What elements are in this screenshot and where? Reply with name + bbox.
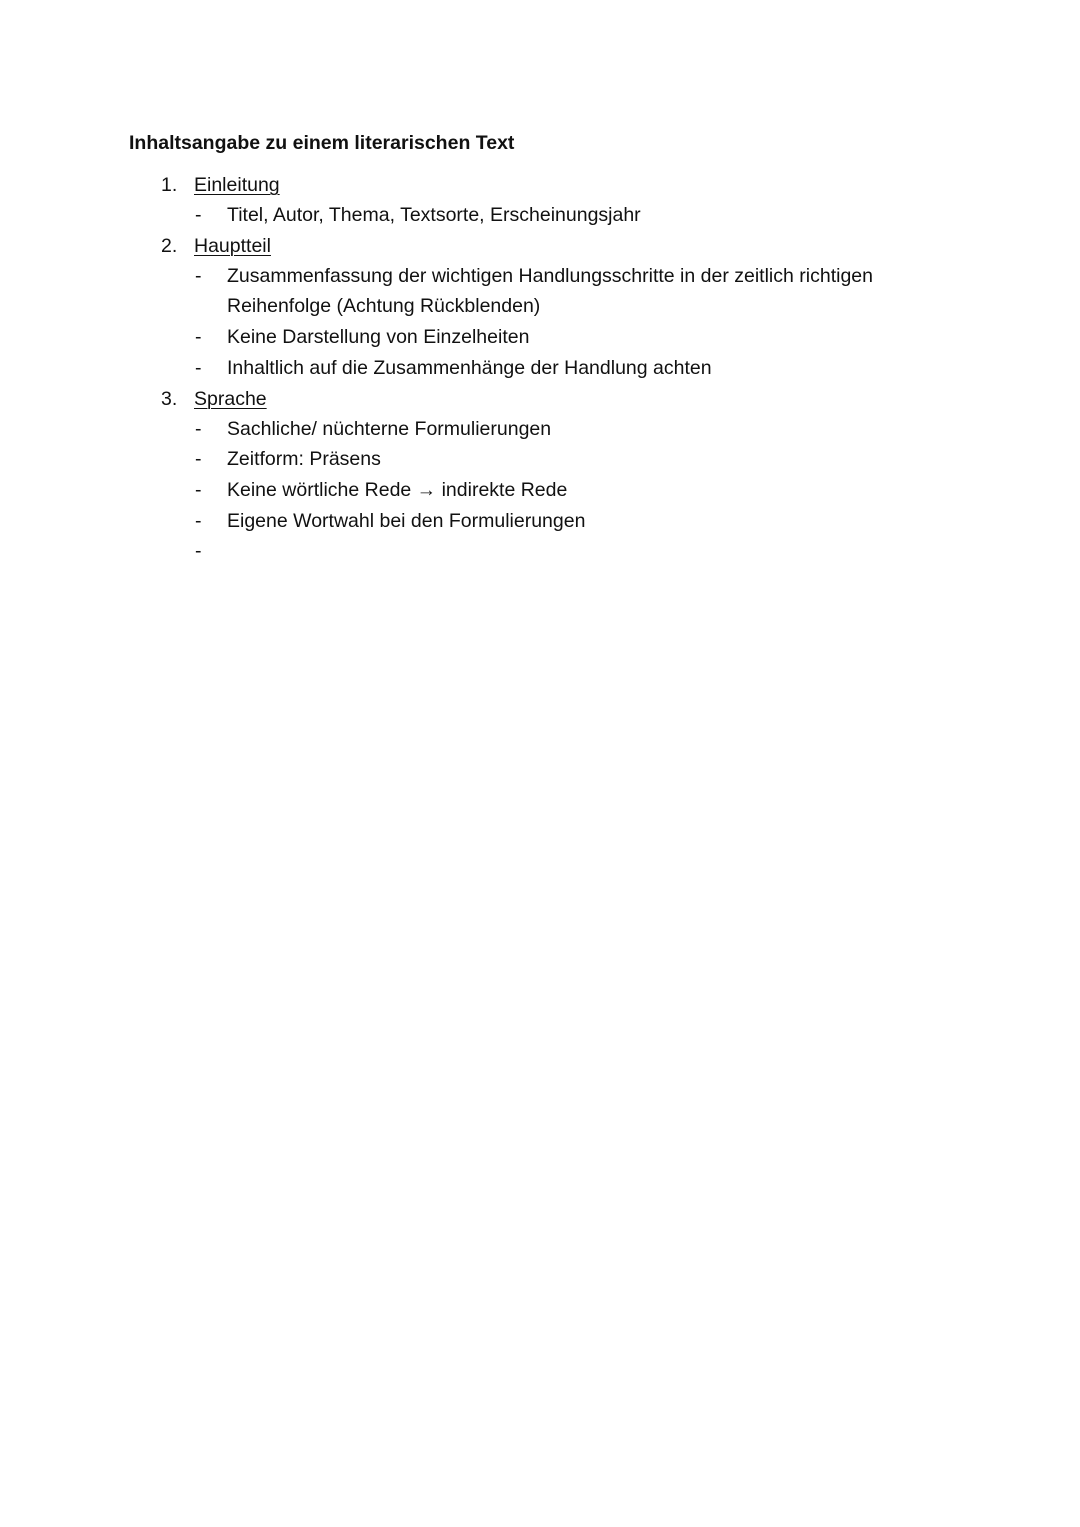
bullet-text: Titel, Autor, Thema, Textsorte, Erscheinungsjahr	[227, 204, 641, 226]
bullet-dash: -	[195, 265, 202, 287]
bullet-text: Zusammenfassung der wichtigen Handlungsschritte in der zeitlich richtigen Reihenfolge (Achtung Rückblenden)	[227, 265, 873, 317]
bullet-dash: -	[195, 418, 202, 440]
bullet-text: Inhaltlich auf die Zusammenhänge der Handlung achten	[227, 357, 712, 379]
section-label: Hauptteil	[194, 235, 271, 257]
bullet-text: Zeitform: Präsens	[227, 448, 381, 470]
bullet-dash: -	[195, 326, 202, 348]
bullet-text: Keine wörtliche Rede → indirekte Rede	[227, 479, 568, 501]
section-label: Einleitung	[194, 174, 280, 196]
section-number: 3.	[161, 388, 178, 410]
bullet-text: Sachliche/ nüchterne Formulierungen	[227, 418, 552, 440]
bullet-dash: -	[195, 448, 202, 470]
bullet-dash: -	[195, 204, 202, 226]
bullet-dash: -	[195, 510, 202, 532]
document-title: Inhaltsangabe zu einem literarischen Text	[129, 132, 515, 154]
section-number: 2.	[161, 235, 178, 257]
bullet-text: Eigene Wortwahl bei den Formulierungen	[227, 510, 586, 532]
bullet-text: Keine Darstellung von Einzelheiten	[227, 326, 530, 348]
bullet-dash: -	[195, 479, 202, 501]
bullet-dash: -	[195, 540, 202, 562]
bullet-dash: -	[195, 357, 202, 379]
section-label: Sprache	[194, 388, 267, 410]
section-number: 1.	[161, 174, 178, 196]
